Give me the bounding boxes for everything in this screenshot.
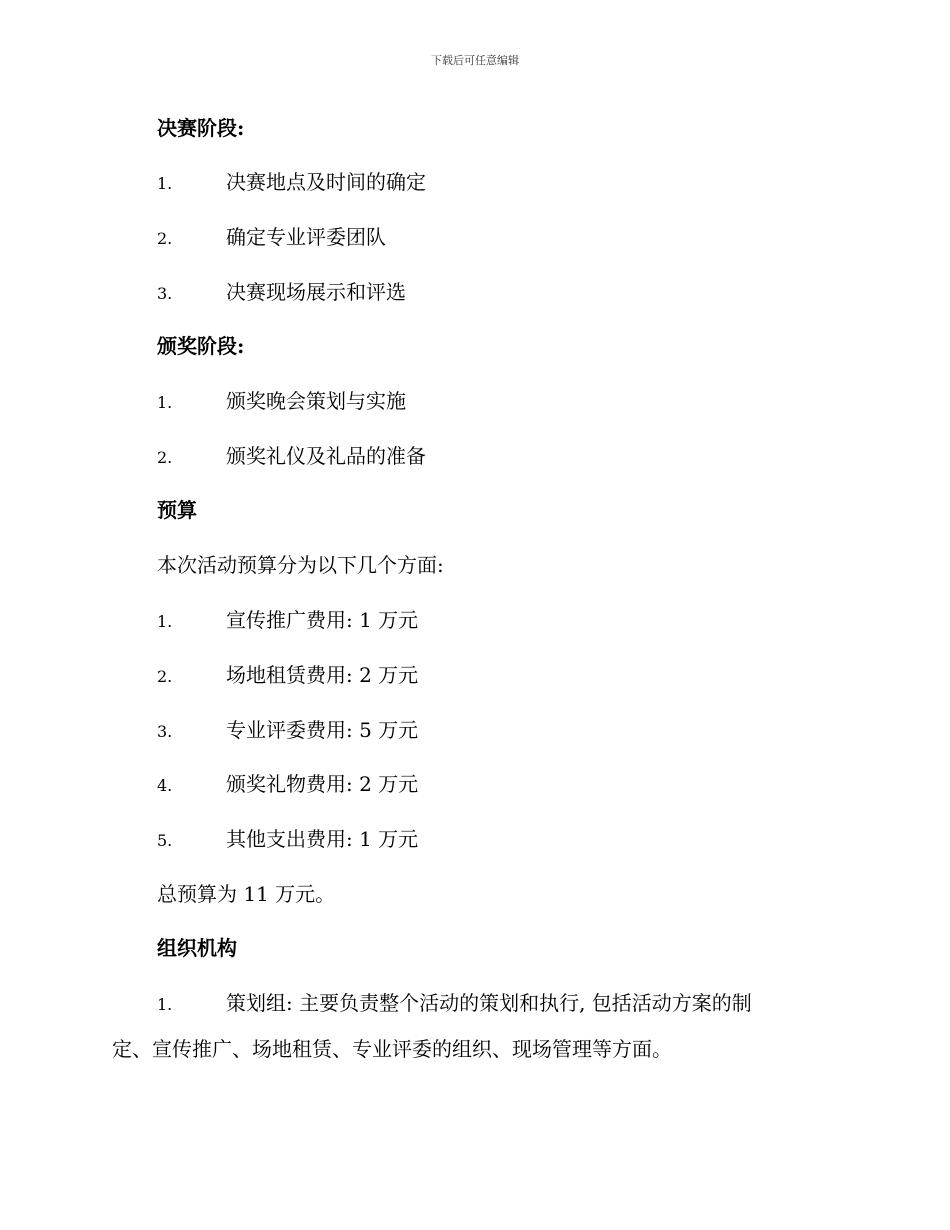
list-item — [157, 279, 406, 307]
list-item-text: 颁奖礼仪及礼品的准备 — [226, 444, 426, 468]
budget-heading: 预算 — [157, 498, 197, 522]
list-item-text: 颁奖晚会策划与实施 — [226, 389, 406, 413]
list-item — [157, 224, 386, 252]
list-item-text: 颁奖礼物费用: 2 万元 — [226, 772, 419, 796]
list-item-text: 决赛现场展示和评选 — [226, 280, 406, 304]
organization-heading: 组织机构 — [157, 936, 237, 960]
list-item — [157, 443, 426, 471]
list-item-number: 4. — [157, 776, 173, 795]
list-item-continuation: 定、宣传推广、场地租赁、专业评委的组织、现场管理等方面。 — [112, 1037, 672, 1061]
list-item-number: 2. — [157, 448, 173, 467]
list-item-number: 3. — [157, 722, 173, 741]
page-header: 下载后可任意编辑 — [431, 54, 519, 67]
award-stage-heading: 颁奖阶段: — [157, 334, 245, 358]
list-item — [157, 990, 752, 1018]
list-item-text: 专业评委费用: 5 万元 — [226, 718, 419, 742]
list-item-number: 5. — [157, 831, 173, 850]
list-item-text: 确定专业评委团队 — [226, 225, 386, 249]
list-item-text: 场地租赁费用: 2 万元 — [226, 663, 419, 687]
list-item-number: 1. — [157, 174, 173, 193]
list-item — [157, 607, 418, 635]
list-item — [157, 388, 406, 416]
final-stage-heading: 决赛阶段: — [157, 116, 245, 140]
list-item-number: 3. — [157, 284, 173, 303]
list-item — [157, 662, 418, 690]
list-item-number: 2. — [157, 229, 173, 248]
budget-total: 总预算为 11 万元。 — [157, 882, 336, 906]
list-item-text: 其他支出费用: 1 万元 — [226, 827, 419, 851]
list-item-number: 1. — [157, 995, 173, 1014]
list-item — [157, 771, 418, 799]
list-item-text: 策划组: 主要负责整个活动的策划和执行, 包括活动方案的制 — [226, 991, 752, 1015]
list-item — [157, 169, 426, 197]
list-item — [157, 717, 418, 745]
list-item-number: 1. — [157, 612, 173, 631]
budget-intro: 本次活动预算分为以下几个方面: — [157, 553, 444, 577]
list-item — [157, 826, 418, 854]
list-item-text: 宣传推广费用: 1 万元 — [226, 608, 419, 632]
list-item-number: 1. — [157, 393, 173, 412]
list-item-text: 决赛地点及时间的确定 — [226, 170, 426, 194]
list-item-number: 2. — [157, 667, 173, 686]
